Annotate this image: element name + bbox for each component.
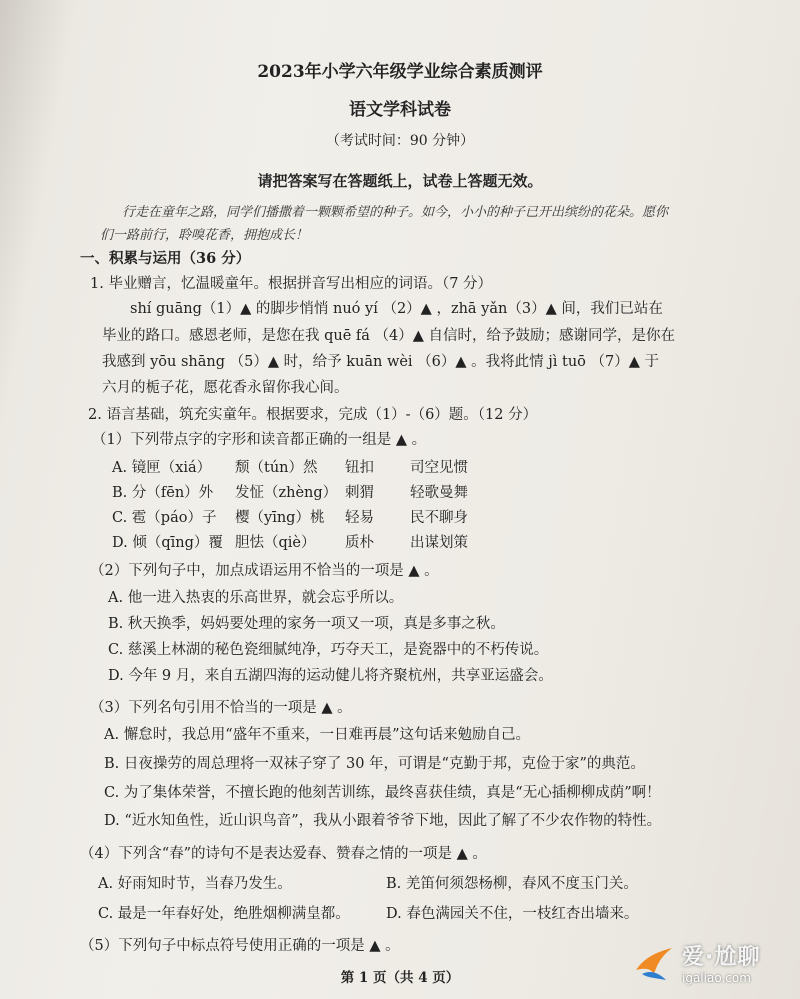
q1-line-3: 我感到 yōu shāng （5）▲ 时，给予 kuān wèi （6）▲ 。我将此情 jì tuō （7）▲ 于 (102, 354, 660, 370)
q2-sub2-option-b: B. 秋天换季，妈妈要处理的家务一项又一项，真是多事之秋。 (108, 616, 505, 632)
q2-sub3-option-c: C. 为了集体荣誉，不擅长跑的他刻苦训练，最终喜获佳绩，真是“无心插柳柳成荫”啊！ (104, 785, 661, 801)
option-cell: 轻歌曼舞 (410, 485, 468, 501)
watermark-name: 爱·尬聊 (682, 944, 761, 970)
q1-line-2: 毕业的路口。感恩老师，是您在我 quē fá （4）▲ 自信时，给予鼓励；感谢同学，是你在 (102, 328, 676, 344)
q2-sub2-stem: （2）下列句子中，加点成语运用不恰当的一项是 ▲ 。 (90, 563, 439, 579)
q1-stem: 1. 毕业赠言，忆温暖童年。根据拼音写出相应的词语。（7 分） (90, 276, 493, 292)
q2-sub3-stem: （3）下列名句引用不恰当的一项是 ▲ 。 (90, 700, 352, 716)
option-cell: 质朴 (345, 535, 374, 551)
q2-sub2-option-d: D. 今年 9 月，来自五湖四海的运动健儿将齐聚杭州，共享亚运盛会。 (108, 668, 553, 684)
q1-line-1: shí guāng（1）▲ 的脚步悄悄 nuó yí （2）▲ ，zhā yǎn（3）▲ 间，我们已站在 (130, 301, 663, 317)
section-heading: 一、积累与运用（36 分） (80, 250, 251, 267)
option-cell: 出谋划策 (410, 535, 468, 551)
q2-sub2-option-a: A. 他一进入热衷的乐高世界，就会忘乎所以。 (108, 590, 404, 606)
intro-line-1: 行走在童年之路，同学们播撒着一颗颗希望的种子。如今，小小的种子已开出缤纷的花朵。愿你 (122, 205, 669, 220)
subject-title: 语文学科试卷 (349, 100, 451, 120)
q2-sub4-option-c: C. 最是一年春好处，绝胜烟柳满皇都。 (98, 906, 350, 922)
q2-sub3-option-a: A. 懈怠时，我总用“盛年不重来，一日难再晨”这句话来勉励自己。 (104, 727, 531, 743)
watermark-text (682, 940, 760, 985)
q2-sub4-stem: （4）下列含“春”的诗句不是表达爱春、赞春之情的一项是 ▲ 。 (80, 846, 487, 862)
q2-sub4-option-a: A. 好雨知时节，当春乃发生。 (98, 876, 292, 892)
option-cell: B. 分（fēn）外 (112, 485, 214, 501)
option-cell: 司空见惯 (410, 460, 468, 476)
q2-sub1-stem: （1）下列带点字的字形和读音都正确的一组是 ▲ 。 (92, 432, 427, 448)
option-cell: 轻易 (345, 510, 374, 526)
q1-line-4: 六月的栀子花，愿花香永留你我心间。 (102, 380, 349, 396)
option-cell: 发怔（zhèng） (235, 485, 338, 501)
q2-sub3-option-d: D. “近水知鱼性，近山识鸟音”，我从小跟着爷爷下地，因此了解了不少农作物的特性。 (104, 813, 662, 829)
option-cell: 民不聊身 (410, 510, 468, 526)
site-watermark (632, 933, 792, 991)
q2-sub4-option-d: D. 春色满园关不住，一枝红杏出墙来。 (386, 906, 639, 922)
intro-line-2: 们一路前行，聆嗅花香，拥抱成长！ (100, 228, 309, 243)
page-number: 第 1 页（共 4 页） (340, 970, 460, 986)
watermark-url: igaliao.com (682, 970, 751, 985)
q2-sub5-stem: （5）下列句子中标点符号使用正确的一项是 ▲ 。 (80, 938, 400, 954)
option-cell: 颓（tún）然 (235, 460, 318, 476)
exam-title: 2023年小学六年级学业综合素质测评 (257, 62, 543, 82)
option-cell: 樱（yīng）桃 (235, 510, 325, 526)
option-cell: D. 倾（qīng）覆 (112, 535, 223, 551)
option-cell: 钮扣 (345, 460, 374, 476)
q2-stem: 2. 语言基础，筑充实童年。根据要求，完成（1）-（6）题。（12 分） (88, 407, 538, 423)
answer-notice: 请把答案写在答题纸上，试卷上答题无效。 (257, 172, 543, 190)
option-cell: A. 镜匣（xiá） (112, 460, 212, 476)
option-cell: 胆怯（qiè） (235, 535, 316, 551)
q2-sub2-option-c: C. 慈溪上林湖的秘色瓷细腻纯净，巧夺天工，是瓷器中的不朽传说。 (108, 642, 549, 658)
q2-sub4-option-b: B. 羌笛何须怨杨柳，春风不度玉门关。 (386, 876, 638, 892)
bird-logo-icon (632, 940, 676, 984)
exam-time: （考试时间：90 分钟） (325, 133, 475, 149)
option-cell: 刺猬 (345, 485, 374, 501)
q2-sub3-option-b: B. 日夜操劳的周总理将一双袜子穿了 30 年，可谓是“克勤于邦，克俭于家”的典范。 (104, 756, 645, 772)
option-cell: C. 雹（páo）子 (112, 510, 217, 526)
